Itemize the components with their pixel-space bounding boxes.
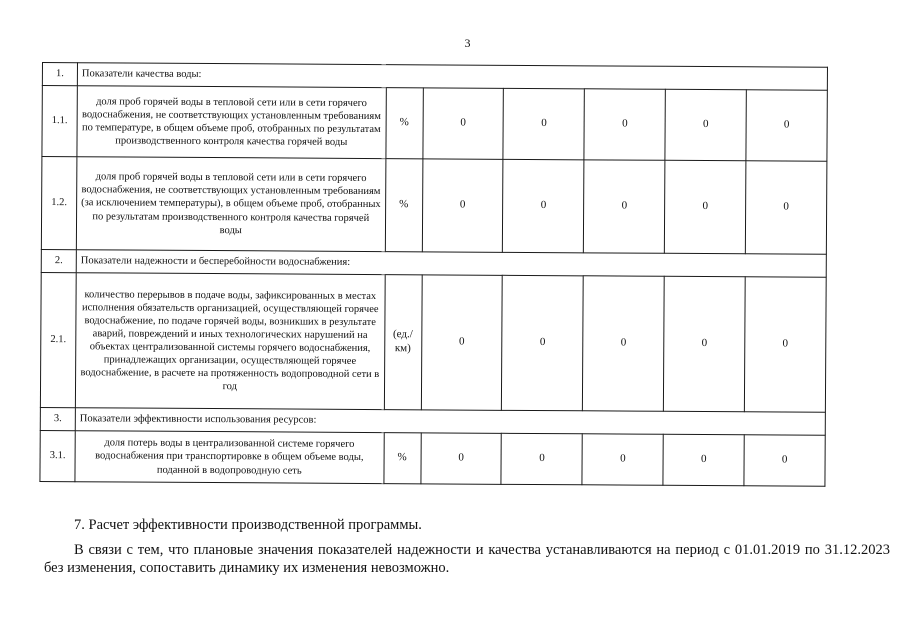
row-number: 1.2. bbox=[41, 157, 77, 250]
section-7-heading: 7. Расчет эффективности производственной программы. bbox=[74, 517, 422, 533]
row-description: доля проб горячей воды в тепловой сети или в сети горячего водоснабжения, не соответствующих установленным требованиям по температуре, в общем объеме проб, отобранных по результатам производственного контроля качества горячей воды bbox=[77, 86, 386, 159]
row-value: 0 bbox=[422, 159, 503, 252]
indicators-table bbox=[39, 62, 828, 487]
row-number: 2.1. bbox=[40, 272, 76, 407]
section-number: 2. bbox=[41, 249, 76, 272]
section-number: 1. bbox=[42, 63, 77, 86]
row-value: 0 bbox=[583, 276, 665, 411]
row-value: 0 bbox=[582, 434, 663, 485]
row-value: 0 bbox=[420, 433, 501, 484]
row-value: 0 bbox=[744, 277, 826, 412]
section-7-paragraph: В связи с тем, что плановые значения показателей надежности и качества устанавливаются на период с 01.01.2019 по 31.12.2023 без изменения, сопоставить динамику их изменения невозможно. bbox=[44, 542, 890, 577]
row-number: 3.1. bbox=[40, 430, 75, 481]
section-number: 3. bbox=[40, 407, 75, 430]
row-number: 1.1. bbox=[42, 86, 77, 157]
row-value: 0 bbox=[664, 276, 746, 411]
section-title: Показатели надежности и бесперебойности водоснабжения: bbox=[76, 250, 826, 278]
row-value: 0 bbox=[422, 88, 503, 159]
row-description: доля проб горячей воды в тепловой сети или в сети горячего водоснабжения, не соответствующих установленным требованиям (за исключением температуры), в общем объеме проб, отобранных по результатам производственного контроля качества горячей воды bbox=[76, 157, 385, 252]
table-row bbox=[41, 157, 827, 255]
row-value: 0 bbox=[584, 89, 665, 160]
row-description: количество перерывов в подаче воды, зафиксированных в местах исполнения обязательств организацией, осуществляющей горячее водоснабжение, по подаче горячей воды, возникших в результате аварий, повреждений и иных технологических нарушений на объектах централизованной системы горячего водоснабжения, принадлежащих организации, осуществляющей горячее водоснабжение, в расчете на протяженность водопроводной сети в год bbox=[75, 273, 384, 410]
row-value: 0 bbox=[663, 434, 744, 485]
row-value: 0 bbox=[503, 88, 584, 159]
page-number: 3 bbox=[464, 36, 471, 50]
table-row bbox=[42, 86, 827, 162]
section-title: Показатели качества воды: bbox=[77, 63, 827, 91]
table-row bbox=[40, 272, 826, 412]
row-value: 0 bbox=[503, 159, 584, 252]
row-unit: % bbox=[385, 88, 422, 159]
row-value: 0 bbox=[746, 90, 827, 161]
table-row bbox=[40, 430, 825, 486]
row-value: 0 bbox=[501, 433, 582, 484]
row-value: 0 bbox=[502, 275, 584, 410]
row-value: 0 bbox=[745, 161, 827, 254]
row-value: 0 bbox=[665, 160, 746, 253]
row-description: доля потерь воды в централизованной системе горячего водоснабжения при транспортировке в общем объеме воды, поданной в водопроводную сеть bbox=[75, 431, 384, 484]
row-unit: (ед./км) bbox=[384, 275, 422, 410]
row-value: 0 bbox=[665, 89, 746, 160]
row-unit: % bbox=[384, 433, 421, 484]
row-value: 0 bbox=[584, 160, 665, 253]
row-value: 0 bbox=[744, 435, 825, 486]
row-value: 0 bbox=[421, 275, 503, 410]
row-unit: % bbox=[385, 159, 423, 252]
section-title: Показатели эффективности использования ресурсов: bbox=[75, 408, 825, 436]
